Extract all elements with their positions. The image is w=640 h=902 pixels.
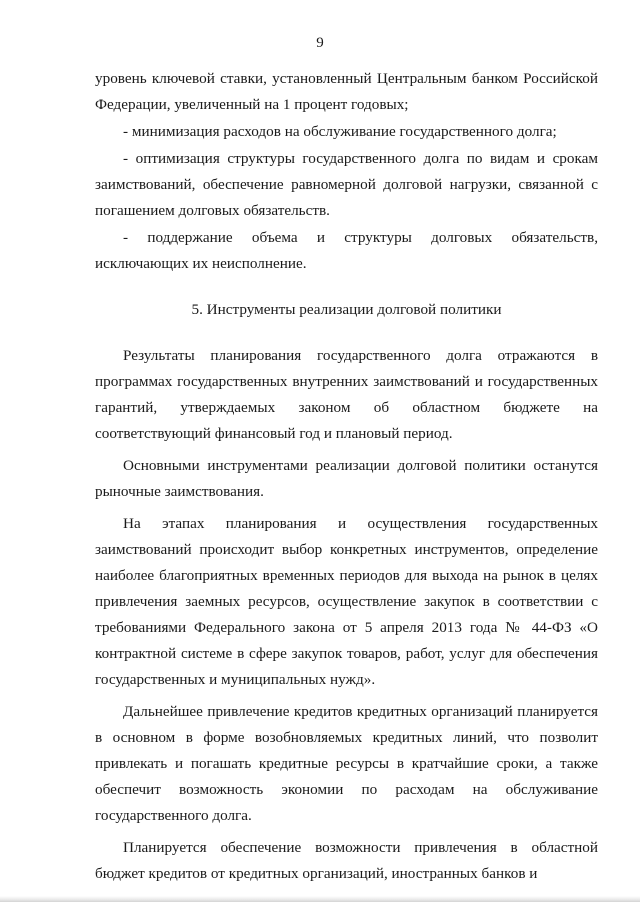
- paragraph-key-rate: уровень ключевой ставки, установленный Центральным банком Российской Федерации, увеличенный на 1 процент годовых;: [95, 70, 598, 113]
- section-heading: 5. Инструменты реализации долговой политики: [191, 301, 502, 318]
- list-item-maintain-volume: - поддержание объема и структуры долговых обязательств, исключающих их неисполнение.: [95, 229, 598, 272]
- page-bottom-edge: [0, 896, 640, 902]
- list-item-optimize-structure: - оптимизация структуры государственного долга по видам и срокам заимствований, обеспечение равномерной долговой нагрузки, связанной с погашением долговых обязательств.: [95, 150, 598, 219]
- list-item-minimize-costs: - минимизация расходов на обслуживание государственного долга;: [123, 123, 557, 140]
- paragraph-borrowing-plans: Планируется обеспечение возможности привлечения в областной бюджет кредитов от кредитных организаций, иностранных банков и: [95, 839, 598, 882]
- paragraph-main-instruments: Основными инструментами реализации долговой политики останутся рыночные заимствования.: [95, 457, 598, 500]
- paragraph-planning-stages: На этапах планирования и осуществления государственных заимствований происходит выбор конкретных инструментов, определение наиболее благоприятных временных периодов для выхода на рынок в целях привлечения заемных ресурсов, осуществление закупок в соответствии с требованиями Федерального закона от 5 апреля 2013 года № 44-ФЗ «О контрактной системе в сфере закупок товаров, работ, услуг для обеспечения государственных и муниципальных нужд».: [95, 515, 598, 688]
- page-number: 9: [316, 35, 324, 51]
- paragraph-planning-results: Результаты планирования государственного долга отражаются в программах государственных внутренних заимствований и государственных гарантий, утверждаемых законом об областном бюджете на соответствующий финансовый год и плановый период.: [95, 347, 598, 442]
- paragraph-credit-lines: Дальнейшее привлечение кредитов кредитных организаций планируется в основном в форме возобновляемых кредитных линий, что позволит привлекать и погашать кредитные ресурсы в кратчайшие сроки, а также обеспечит возможность экономии по расходам на обслуживание государственного долга.: [95, 703, 598, 824]
- document-body: [95, 66, 598, 887]
